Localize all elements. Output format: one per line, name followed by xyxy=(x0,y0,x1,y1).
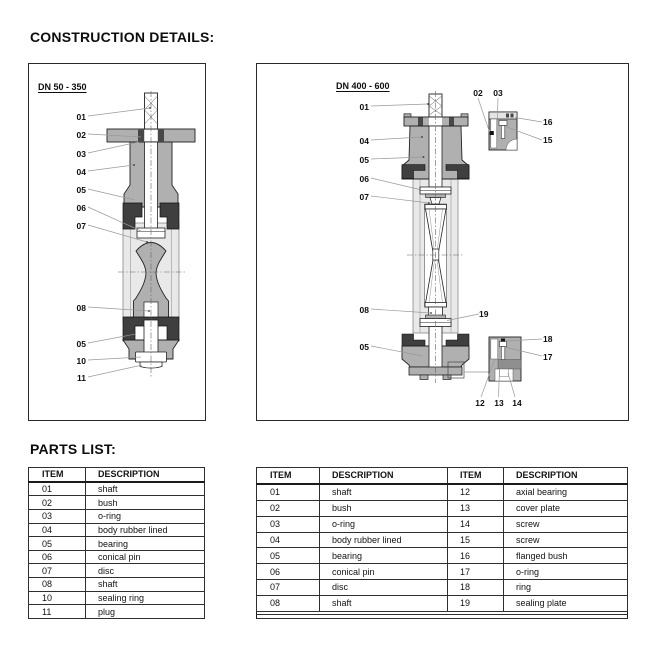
callout-03: 03 xyxy=(76,149,86,159)
callout-07: 07 xyxy=(359,192,369,202)
callout-05: 05 xyxy=(76,185,86,195)
callout-01: 01 xyxy=(76,112,86,122)
callout-01: 01 xyxy=(359,102,369,112)
table-row: 05 bearing xyxy=(29,537,205,551)
table-row: 03 o-ring 14 screw xyxy=(257,516,628,532)
table-row: 02 bush 13 cover plate xyxy=(257,500,628,516)
col-header-item: ITEM xyxy=(257,468,320,484)
table-row: 06 conical pin xyxy=(29,550,205,564)
page-title: CONSTRUCTION DETAILS: xyxy=(30,29,215,45)
callout-17: 17 xyxy=(543,352,553,362)
dn-range-label: DN 50 - 350 xyxy=(38,82,87,92)
table-row: 10 sealing ring xyxy=(29,591,205,605)
callout-06: 06 xyxy=(359,174,369,184)
table-row: 06 conical pin 17 o-ring xyxy=(257,564,628,580)
table-row: 05 bearing 16 flanged bush xyxy=(257,548,628,564)
callout-19: 19 xyxy=(479,309,489,319)
callout-12: 12 xyxy=(475,398,485,408)
callout-04: 04 xyxy=(76,167,86,177)
callout-04: 04 xyxy=(359,136,369,146)
table-row: 03 o-ring xyxy=(29,509,205,523)
callout-16: 16 xyxy=(543,117,553,127)
col-header-description-2: DESCRIPTION xyxy=(504,468,628,484)
table-empty-row xyxy=(257,615,628,619)
valve-drawing-dn400-600 xyxy=(257,64,628,420)
callout-02: 02 xyxy=(76,130,86,140)
table-row: 04 body rubber lined xyxy=(29,523,205,537)
callout-08: 08 xyxy=(359,305,369,315)
parts-list-title: PARTS LIST: xyxy=(30,441,116,457)
callout-11: 11 xyxy=(77,373,86,383)
callout-05b: 05 xyxy=(359,342,369,352)
table-row: 07 disc 18 ring xyxy=(257,580,628,596)
callout-02: 02 xyxy=(473,88,483,98)
table-row: 07 disc xyxy=(29,564,205,578)
table-header-row xyxy=(257,468,628,484)
parts-table-dn400-600 xyxy=(256,467,628,619)
callout-05: 05 xyxy=(359,155,369,165)
callout-07: 07 xyxy=(76,221,86,231)
callout-14: 14 xyxy=(512,398,522,408)
col-header-description: DESCRIPTION xyxy=(86,468,205,482)
table-row: 01 shaft xyxy=(29,482,205,496)
col-header-description: DESCRIPTION xyxy=(320,468,448,484)
col-header-item: ITEM xyxy=(29,468,86,482)
callout-10: 10 xyxy=(76,356,86,366)
diagram-panel-dn50-350 xyxy=(28,63,206,421)
callout-18: 18 xyxy=(543,334,553,344)
detail-inset-bottom xyxy=(489,337,521,381)
table-row: 02 bush xyxy=(29,496,205,510)
callout-13: 13 xyxy=(494,398,504,408)
callout-06: 06 xyxy=(76,203,86,213)
table-row: 08 shaft xyxy=(29,578,205,592)
table-row: 01 shaft 12 axial bearing xyxy=(257,484,628,500)
parts-table-dn50-350 xyxy=(28,467,205,619)
callout-15: 15 xyxy=(543,135,553,145)
table-row: 08 shaft 19 sealing plate xyxy=(257,595,628,611)
diagram-panel-dn400-600 xyxy=(256,63,629,421)
callout-03: 03 xyxy=(493,88,503,98)
col-header-item-2: ITEM xyxy=(448,468,504,484)
valve-drawing-dn50-350 xyxy=(29,64,205,420)
detail-inset-top xyxy=(489,112,517,150)
table-header-row xyxy=(29,468,205,482)
callout-08: 08 xyxy=(76,303,86,313)
table-row: 04 body rubber lined 15 screw xyxy=(257,532,628,548)
callout-05b: 05 xyxy=(76,339,86,349)
table-row: 11 plug xyxy=(29,605,205,619)
dn-range-label: DN 400 - 600 xyxy=(336,81,390,91)
